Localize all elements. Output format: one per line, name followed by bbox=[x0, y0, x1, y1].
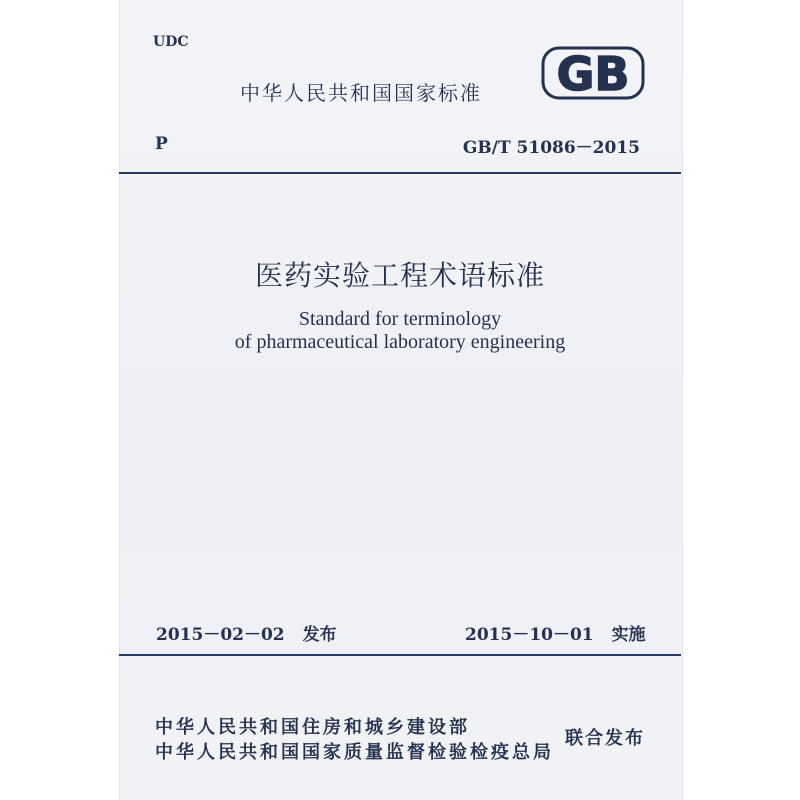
joint-issue-label: 联合发布 bbox=[565, 728, 645, 749]
gb-logo-text: GB bbox=[556, 47, 630, 100]
gb-logo-icon bbox=[541, 46, 645, 100]
issue-date: 2015－02－02 bbox=[156, 625, 285, 645]
standard-number: GB/T 51086－2015 bbox=[462, 138, 640, 158]
classification-code: P bbox=[155, 134, 168, 154]
implement-label: 实施 bbox=[611, 625, 646, 645]
title-chinese: 医药实验工程术语标准 bbox=[254, 259, 545, 292]
issue-label: 发布 bbox=[302, 625, 337, 645]
cover-page bbox=[119, 0, 683, 800]
udc-label: UDC bbox=[153, 34, 189, 50]
title-english-line2: of pharmaceutical laboratory engineering bbox=[234, 331, 566, 353]
issuer-line1: 中华人民共和国住房和城乡建设部 bbox=[155, 717, 470, 738]
issuer-line2: 中华人民共和国国家质量监督检验检疫总局 bbox=[155, 742, 554, 763]
standard-type: 中华人民共和国国家标准 bbox=[240, 81, 482, 105]
bottom-divider bbox=[119, 654, 681, 656]
issue-date-block bbox=[156, 620, 337, 645]
top-divider bbox=[119, 172, 681, 174]
implement-date-block bbox=[465, 620, 646, 645]
title-english-line1: Standard for terminology bbox=[298, 308, 502, 330]
implement-date: 2015－10－01 bbox=[465, 625, 594, 645]
